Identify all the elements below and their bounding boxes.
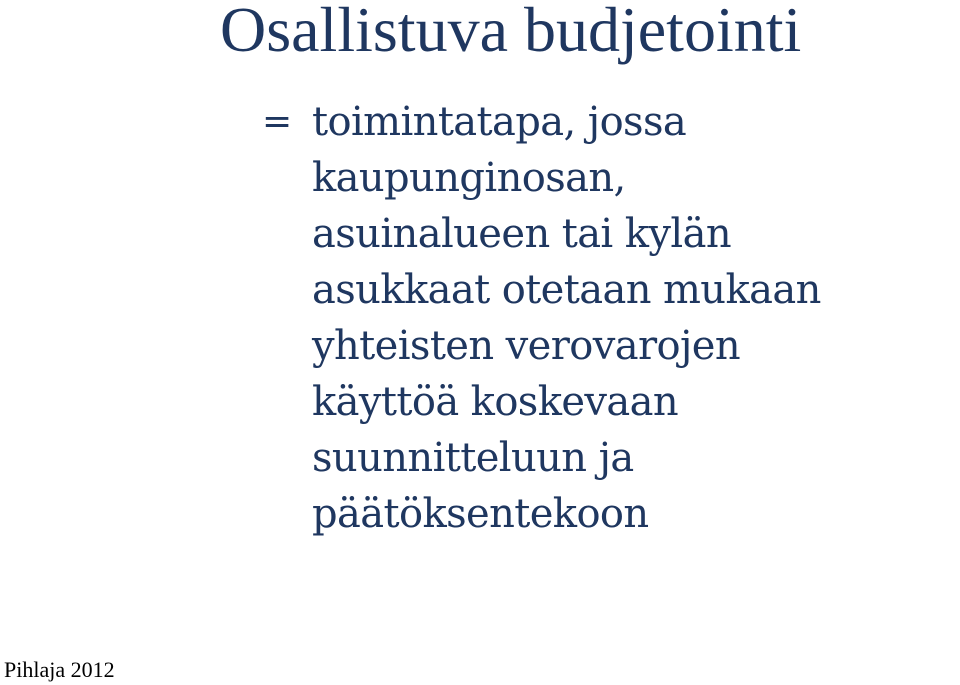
- definition-line: käyttöä koskevaan: [312, 379, 679, 425]
- definition-line: yhteisten verovarojen: [312, 323, 741, 369]
- definition-block: [262, 94, 942, 542]
- definition-text: [312, 94, 942, 542]
- definition-line: suunnitteluun ja: [312, 435, 634, 481]
- definition-line: päätöksentekoon: [312, 491, 649, 537]
- definition-line: toimintatapa, jossa: [312, 99, 687, 145]
- definition-line: asuinalueen tai kylän: [312, 211, 731, 257]
- equals-marker: =: [262, 101, 293, 142]
- definition-line: asukkaat otetaan mukaan: [312, 267, 821, 313]
- definition-line: kaupunginosan,: [312, 155, 626, 201]
- slide-title: Osallistuva budjetointi: [220, 0, 802, 65]
- footer-credit: Pihlaja 2012: [4, 657, 115, 682]
